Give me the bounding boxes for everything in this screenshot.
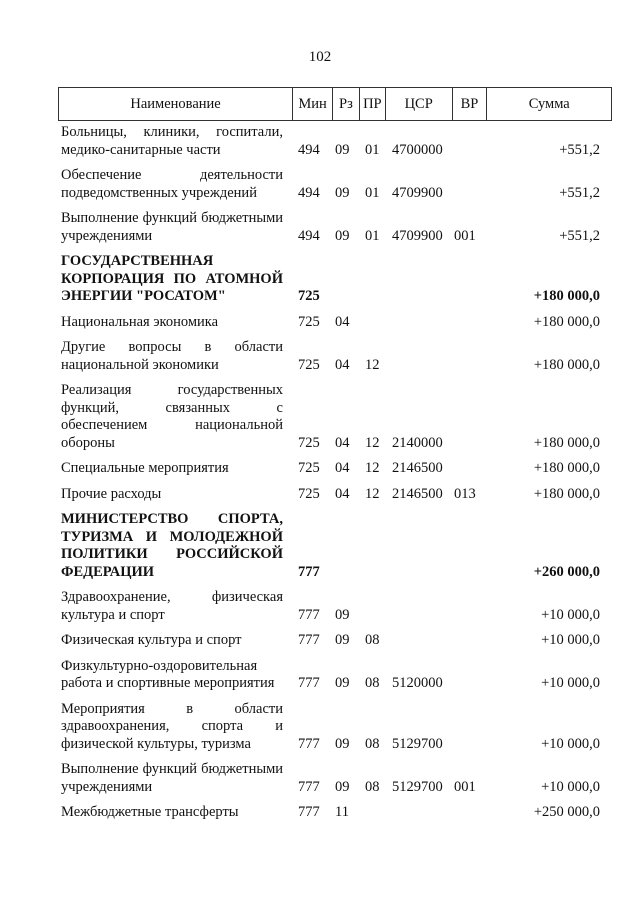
row-min: 777	[298, 632, 320, 648]
row-pr: 08	[365, 632, 380, 648]
row-pr: 08	[365, 735, 380, 752]
row-name: Выполнение функций бюджетными учреждениями	[61, 761, 283, 795]
table-row	[58, 314, 612, 332]
row-sum: +10 000,0	[541, 632, 600, 648]
row-rz: 04	[335, 356, 350, 373]
row-pr: 01	[365, 227, 380, 244]
table-row	[58, 210, 612, 245]
row-sum: +10 000,0	[541, 606, 600, 623]
header-vr: ВР	[453, 88, 488, 120]
row-name: Межбюджетные трансферты	[61, 804, 239, 820]
row-sum: +10 000,0	[541, 735, 600, 752]
row-sum: +180 000,0	[533, 356, 600, 373]
row-rz: 04	[335, 313, 350, 330]
row-min: 494	[298, 184, 320, 201]
row-sum: +10 000,0	[541, 675, 600, 691]
row-name: Другие вопросы в области национальной экономики	[61, 339, 283, 373]
row-min: 494	[298, 141, 320, 158]
row-min: 725	[298, 313, 320, 330]
row-min: 777	[298, 804, 320, 820]
row-rz: 09	[335, 632, 350, 648]
table-row	[58, 804, 612, 822]
row-sum: +551,2	[559, 184, 600, 201]
row-csr: 5120000	[392, 675, 443, 691]
row-sum: +180 000,0	[533, 460, 600, 476]
header-sum: Сумма	[528, 95, 570, 112]
row-pr: 08	[365, 778, 380, 795]
table-body	[58, 124, 612, 822]
row-rz: 09	[335, 675, 350, 691]
row-min: 777	[298, 778, 320, 795]
row-rz: 09	[335, 227, 350, 244]
row-rz: 04	[335, 460, 350, 476]
header-rz: Рз	[333, 88, 360, 120]
row-pr: 12	[365, 434, 380, 451]
row-name: Больницы, клиники, госпитали, медико-санитарные части	[61, 124, 283, 158]
table-row	[58, 761, 612, 796]
row-min: 494	[298, 227, 320, 244]
row-pr: 01	[365, 141, 380, 158]
row-name: Обеспечение деятельности подведомственных учреждений	[61, 167, 283, 201]
row-name: Физическая культура и спорт	[61, 632, 242, 648]
table-row	[58, 486, 612, 504]
row-name: ГОСУДАРСТВЕННАЯ КОРПОРАЦИЯ ПО АТОМНОЙ ЭНЕРГИИ "РОСАТОМ"	[61, 253, 283, 304]
table-row	[58, 382, 612, 452]
header-name: Наименование	[59, 88, 293, 120]
row-pr: 12	[365, 356, 380, 373]
table-row	[58, 658, 612, 693]
row-name: Национальная экономика	[61, 313, 219, 330]
table-row-ministry	[58, 253, 612, 306]
table-row	[58, 124, 612, 159]
row-vr: 001	[454, 778, 476, 795]
row-name: Специальные мероприятия	[61, 460, 229, 476]
row-csr: 2140000	[392, 434, 443, 451]
row-sum: +180 000,0	[533, 313, 600, 330]
row-rz: 09	[335, 141, 350, 158]
row-min: 777	[298, 606, 320, 623]
table-row	[58, 339, 612, 374]
row-rz: 09	[335, 606, 350, 623]
row-min: 777	[298, 675, 320, 691]
row-min: 725	[298, 356, 320, 373]
row-min: 777	[298, 735, 320, 752]
row-rz: 09	[335, 184, 350, 201]
row-min: 725	[298, 288, 320, 304]
row-csr: 5129700	[392, 778, 443, 795]
row-pr: 01	[365, 184, 380, 201]
row-pr: 12	[365, 485, 380, 502]
row-name: Выполнение функций бюджетными учреждениями	[61, 210, 283, 244]
row-name: Прочие расходы	[61, 485, 162, 502]
row-sum: +180 000,0	[533, 434, 600, 451]
row-sum: +551,2	[559, 227, 600, 244]
row-name: Здравоохранение, физическая культура и спорт	[61, 589, 283, 623]
table-row	[58, 167, 612, 202]
row-min: 725	[298, 434, 320, 451]
row-vr: 001	[454, 227, 476, 244]
row-csr: 4700000	[392, 141, 443, 158]
row-rz: 04	[335, 434, 350, 451]
row-rz: 11	[335, 804, 349, 820]
row-sum: +551,2	[559, 141, 600, 158]
row-pr: 08	[365, 675, 380, 691]
row-sum: +260 000,0	[533, 563, 600, 580]
row-rz: 09	[335, 735, 350, 752]
header-pr: ПР	[360, 88, 386, 120]
row-sum: +10 000,0	[541, 778, 600, 795]
row-csr: 2146500	[392, 460, 443, 476]
row-rz: 04	[335, 485, 350, 502]
row-sum: +180 000,0	[533, 485, 600, 502]
row-sum: +180 000,0	[533, 288, 600, 304]
row-name: Физкультурно-оздоровительная работа и спортивные мероприятия	[61, 657, 275, 691]
row-csr: 2146500	[392, 485, 443, 502]
row-min: 725	[298, 485, 320, 502]
row-name: МИНИСТЕРСТВО СПОРТА, ТУРИЗМА И МОЛОДЕЖНОЙ ПОЛИТИКИ РОССИЙСКОЙ ФЕДЕРАЦИИ	[61, 511, 283, 580]
row-pr: 12	[365, 460, 380, 476]
row-name: Реализация государственных функций, связанных с обеспечением национальной обороны	[61, 382, 283, 451]
row-csr: 5129700	[392, 735, 443, 752]
table-row-ministry	[58, 511, 612, 581]
table-row	[58, 632, 612, 650]
table-row	[58, 701, 612, 754]
row-sum: +250 000,0	[533, 804, 600, 820]
page-number: 102	[308, 49, 332, 65]
table-header	[58, 87, 612, 121]
row-vr: 013	[454, 485, 476, 502]
row-csr: 4709900	[392, 184, 443, 201]
table-row	[58, 589, 612, 624]
row-min: 725	[298, 460, 320, 476]
table-row	[58, 460, 612, 478]
row-csr: 4709900	[392, 227, 443, 244]
budget-table	[58, 87, 612, 830]
header-min: Мин	[293, 88, 333, 120]
row-rz: 09	[335, 778, 350, 795]
row-name: Мероприятия в области здравоохранения, спорта и физической культуры, туризма	[61, 700, 283, 752]
row-min: 777	[298, 563, 320, 580]
header-csr: ЦСР	[386, 88, 453, 120]
